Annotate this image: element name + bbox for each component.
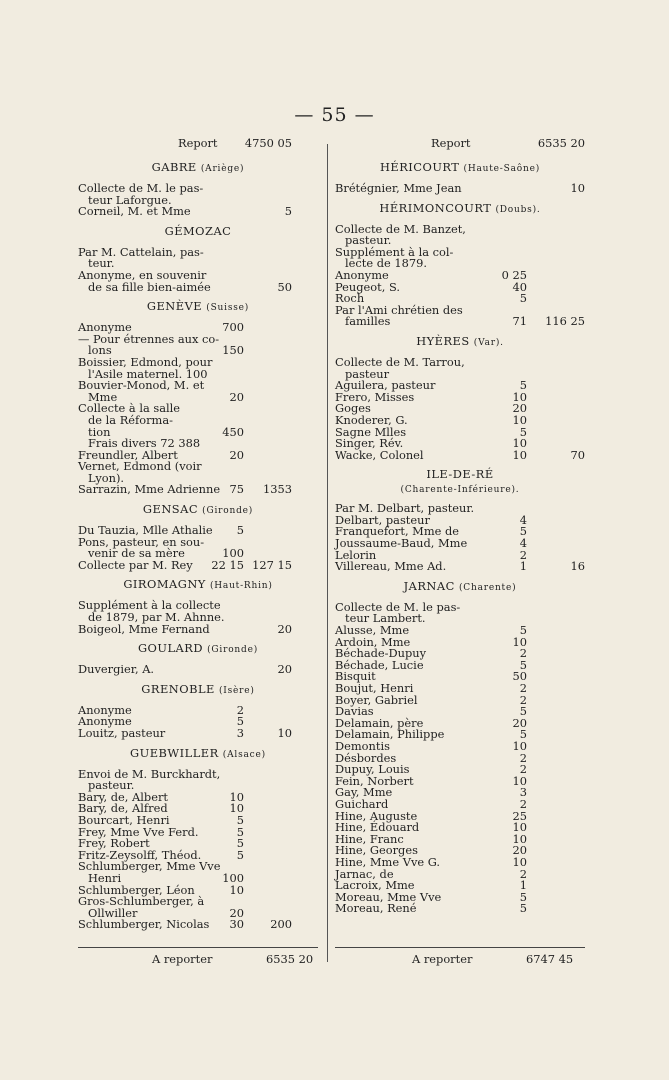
entry-name: Gros-Schlumberger, à [78,894,205,909]
entry-name: Franquefort, Mme de [335,524,460,539]
section-region: (Var). [473,337,504,348]
entry-name: Bisquit [335,669,376,684]
entry-name: Anonyme, en souvenir [78,267,207,282]
entry-name: teur Lambert. [345,611,426,626]
entry-name: Collecte de M. Tarrou, [335,354,465,369]
entry-amount: 5 [236,812,244,827]
left-footer-total: 6535 20 [266,952,314,966]
section-title: GENÈVE [146,299,203,314]
entry-amount: 700 [222,320,244,335]
section-title: GENSAC [142,502,199,517]
section-region: (Gironde) [207,645,259,656]
entry-name: Mme [88,389,118,404]
entry-amount: 71 [512,314,527,329]
section-heading [78,162,318,176]
entry-name: Bouvier-Monod, M. et [78,378,205,393]
entry-amount: 5 [519,889,527,904]
entry-amount: 1 [519,559,527,574]
entry-amount: 10 [512,412,527,427]
report-label: Report [178,136,218,150]
entry-amount: 2 [519,750,527,765]
section-total: 5 [284,204,292,219]
entry-row [78,919,318,931]
entry-name: Roch [335,291,365,306]
section-region: (Charente) [458,582,517,593]
page-number: — 55 — [294,104,375,126]
section-title: GOULARD [137,641,203,656]
entry-name: Hine, Georges [335,843,418,858]
entry-name: Lacroix, Mme [335,878,415,893]
entry-amount: 10 [512,854,527,869]
entry-name: Béchade-Dupuy [335,646,427,661]
entry-name: Moreau, René [335,901,417,916]
entry-amount: 22 15 [211,557,244,572]
entry-amount: 2 [519,762,527,777]
entry-amount: 100 [222,546,244,561]
entry-name: Dupuy, Louis [335,762,410,777]
entry-name: Collecte de M. le pas- [78,181,204,195]
entry-amount: 3 [519,785,527,800]
entry-name: Boissier, Edmond, pour [78,354,213,369]
entry-name: pasteur. [88,778,135,793]
entry-amount: 0 25 [501,267,527,282]
entry-name: de 1879, par M. Ahnne. [88,610,225,625]
section-title: GRENOBLE [141,681,215,696]
entry-amount: 10 [512,436,527,451]
entry-amount: 2 [519,866,527,881]
section-heading [78,579,318,593]
section-heading [335,200,585,217]
entry-amount: 5 [519,524,527,539]
entry-amount: 20 [512,401,527,416]
entry-name: Boujut, Henri [335,681,414,695]
entry-amount: 5 [519,704,527,719]
entry-name: Moreau, Mme Vve [335,889,442,904]
section-title: GÉMOZAC [164,223,232,238]
entry-name: Knoderer, G. [335,412,408,427]
section-title: ILE-DE-RÉ [426,467,494,482]
entry-name: de sa fille bien-aimée [88,279,211,294]
section-title: HÉRIMONCOURT [379,200,492,215]
entry-name: Boyer, Gabriel [335,692,418,707]
section-total: 127 15 [252,557,292,572]
entry-row [335,279,585,294]
entry-row [78,279,318,294]
section-region: (Isère) [218,685,255,696]
section-total: 200 [270,917,292,932]
section-heading [335,469,585,483]
left-footer-label: A reporter [152,952,213,966]
entry-amount: 5 [519,424,527,439]
entry-name: Anonyme [335,267,389,282]
section-region: (Charente-Inférieure). [400,485,520,496]
entry-name: Brétégnier, Mme Jean [335,181,462,195]
entry-name: Delbart, pasteur [335,512,430,527]
report-total: 6535 20 [537,136,585,150]
entry-name: Anonyme [78,702,132,717]
entry-name: Hine, Mme Vve G. [335,854,441,869]
entry-name: Alusse, Mme [335,623,410,638]
left-footer-rule [78,947,318,948]
entry-amount: 75 [229,482,244,497]
entry-row [78,206,318,218]
entry-amount: 3 [236,726,244,740]
entry-amount: 20 [512,715,527,730]
entry-amount: 2 [519,796,527,811]
section-heading [78,745,318,762]
entry-name: Sarrazin, Mme Adrienne [78,482,221,497]
entry-amount: 4 [519,512,527,527]
entry-name: Supplément à la collecte [78,598,221,613]
entry-amount: 5 [519,378,527,393]
entry-name: Gay, Mme [335,785,393,800]
entry-name: Fein, Norbert [335,773,414,788]
entry-name: Anonyme [78,320,132,335]
section-title: GIROMAGNY [123,577,206,592]
entry-row [78,664,318,676]
entry-name: Jarnac, de [335,866,394,881]
section-total: 10 [570,181,585,195]
entry-name: lons [88,343,112,358]
section-total: 10 [277,726,292,740]
section-heading [335,578,585,595]
report-row [78,138,318,154]
section-region: (Alsace) [222,749,266,760]
entry-amount: 150 [222,343,244,358]
section-heading [78,223,318,240]
entry-amount: 2 [519,646,527,661]
entry-amount: 5 [519,291,527,306]
entry-name: Vernet, Edmond (voir [78,459,202,474]
section-heading [78,643,318,657]
entry-name: Joussaume-Baud, Mme [335,536,468,551]
entry-amount: 5 [519,901,527,916]
entry-name: Boigeol, Mme Fernand [78,621,210,636]
entry-amount: 1 [519,878,527,893]
entry-name: Louitz, pasteur [78,726,166,740]
entry-amount: 10 [512,831,527,846]
entry-name: Lelorin [335,547,377,562]
entry-name: Freundler, Albert [78,447,178,462]
entry-row [335,183,585,195]
entry-name: Par M. Cattelain, pas- [78,244,204,259]
section-total: 70 [570,447,585,462]
right-footer-rule [335,947,585,948]
entry-name: Collecte de M. le pas- [335,599,461,614]
section-heading [78,301,318,315]
entry-name: Corneil, M. et Mme [78,204,191,219]
entry-name: de la Réforma- [88,412,173,427]
section-region: (Ariège) [200,164,245,174]
entry-name: — Pour étrennes aux co- [78,331,220,346]
entry-name: lecte de 1879. [345,256,427,271]
entry-amount: 10 [229,801,244,816]
section-title: GUEBWILLER [130,745,219,760]
entry-row [335,447,585,462]
entry-name: Par l'Ami chrétien des [335,302,463,317]
entry-name: Henri [88,870,122,885]
entry-amount: 10 [512,447,527,462]
entry-name: Aguilera, pasteur [335,378,436,393]
entry-name: Hine, Édouard [335,820,420,835]
column-divider [327,144,328,962]
entry-row [335,316,585,328]
entry-name: Frey, Mme Vve Ferd. [78,824,199,839]
entry-name: Hine, Auguste [335,808,418,823]
entry-amount: 50 [512,669,527,684]
entry-name: Ollwiller [88,905,138,920]
entry-amount: 10 [512,820,527,835]
entry-name: Singer, Rév. [335,436,404,451]
entry-amount: 2 [236,702,244,717]
section-total: 116 25 [545,314,585,329]
section-region: (Haut-Rhin) [209,581,273,592]
section-total: 1353 [263,482,292,497]
section-total: 50 [277,279,292,294]
section-title: GABRE [151,160,197,174]
entry-name: Duvergier, A. [78,662,155,677]
entry-name: Schlumberger, Mme Vve [78,859,221,874]
section-title: JARNAC [403,578,455,593]
entry-name: Bourcart, Henri [78,812,170,827]
section-title: HYÈRES [416,333,470,348]
entry-name: venir de sa mère [88,546,185,561]
entry-name: pasteur [345,366,390,381]
entry-amount: 10 [229,789,244,804]
section-total: 20 [277,662,292,677]
entry-row [335,561,585,573]
entry-name: pasteur. [345,233,392,248]
section-region: (Gironde) [202,506,254,517]
entry-name: Hine, Franc [335,831,404,846]
entry-name: teur. [88,256,115,271]
entry-name: Peugeot, S. [335,279,400,294]
entry-row [78,728,318,740]
entry-name: Schlumberger, Nicolas [78,917,210,932]
entry-amount: 20 [229,389,244,404]
entry-name: Schlumberger, Léon [78,882,195,897]
entry-name: Collecte par M. Rey [78,557,193,572]
entry-name: Demontis [335,738,390,753]
right-footer-total: 6747 45 [526,952,574,966]
entry-name: Fritz-Zeysolff, Théod. [78,847,202,862]
entry-amount: 20 [512,843,527,858]
entry-amount: 5 [236,847,244,862]
entry-name: tion [88,424,111,439]
section-heading [78,681,318,698]
report-row [335,138,585,154]
entry-row [78,621,318,636]
entry-amount: 5 [519,657,527,672]
section-heading [335,333,585,350]
right-column [335,138,585,915]
report-total: 4750 05 [244,136,292,150]
section-heading [335,162,585,176]
section-region: (Doubs). [495,204,541,215]
entry-name: Wacke, Colonel [335,447,424,462]
entry-row [78,557,318,572]
entry-name: Par M. Delbart, pasteur. [335,501,475,516]
entry-name: Delamain, père [335,715,424,730]
entry-amount: 2 [519,681,527,695]
entry-amount: 20 [229,447,244,462]
entry-amount: 40 [512,279,527,294]
entry-amount: 10 [512,738,527,753]
entry-amount: 450 [222,424,244,439]
entry-row [78,484,318,496]
entry-amount: 5 [519,623,527,638]
entry-name: teur Laforgue. [88,192,172,207]
entry-amount: 10 [512,634,527,649]
section-heading [78,504,318,518]
entry-name: Collecte à la salle [78,401,181,416]
entry-amount: 10 [512,389,527,404]
section-total: 20 [277,621,292,636]
entry-amount: 5 [236,523,244,538]
entry-name: Envoi de M. Burckhardt, [78,766,221,781]
entry-amount: 4 [519,536,527,551]
section-title: HÉRICOURT [379,160,460,174]
entry-name: l'Asile maternel. 100 [88,366,208,381]
entry-row [78,331,318,346]
entry-name: Davias [335,704,374,719]
entry-name: Collecte de M. Banzet, [335,221,466,236]
entry-amount: 10 [229,882,244,897]
entry-amount: 100 [222,870,244,885]
entry-name: familles [345,314,391,329]
entry-amount: 25 [512,808,527,823]
entry-name: Du Tauzia, Mlle Athalie [78,523,213,538]
entry-row [335,903,585,915]
entry-name: Delamain, Philippe [335,727,445,742]
entry-amount: 5 [519,727,527,742]
section-region: (Haute-Saône) [463,164,541,174]
entry-amount: 10 [512,773,527,788]
entry-row [335,389,585,404]
entry-name: Pons, pasteur, en sou- [78,534,205,549]
entry-amount: 30 [229,917,244,932]
right-footer-label: A reporter [412,952,473,966]
entry-name: Béchade, Lucie [335,657,424,672]
entry-name: Goges [335,401,371,416]
entry-name: Frais divers 72 388 [88,436,201,451]
entry-name: Frey, Robert [78,836,150,851]
entry-amount: 5 [236,714,244,729]
section-region: (Suisse) [206,303,250,314]
entry-amount: 2 [519,692,527,707]
entry-name: Villereau, Mme Ad. [335,559,447,574]
entry-name: Sagne Mlles [335,424,407,439]
entry-name: Bary, de, Albert [78,789,168,804]
entry-name: Guichard [335,796,389,811]
entry-name: Bary, de, Alfred [78,801,168,816]
entry-name: Ardoin, Mme [335,634,411,649]
entry-row [78,412,318,427]
entry-name: Lyon). [88,470,125,485]
entry-amount: 5 [236,836,244,851]
entry-amount: 5 [236,824,244,839]
entry-amount: 20 [229,905,244,920]
entry-amount: 2 [519,547,527,562]
report-label: Report [431,136,471,150]
entry-name: Désbordes [335,750,397,765]
entry-name: Frero, Misses [335,389,415,404]
section-total: 16 [570,559,585,574]
entry-name: Supplément à la col- [335,244,454,259]
entry-row [78,244,318,259]
entry-name: Anonyme [78,714,132,729]
left-column [78,138,318,931]
